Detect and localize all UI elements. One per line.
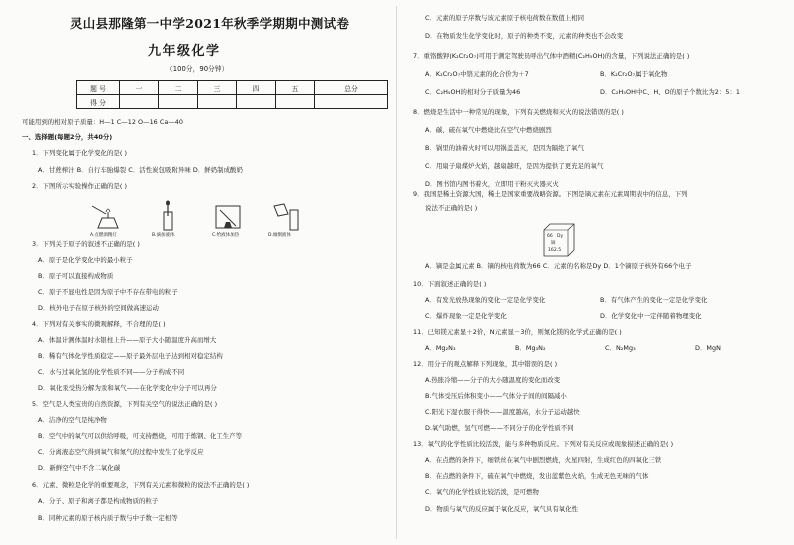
question-12-option-a: A.热胀冷缩——分子的大小随温度的变化而改变 <box>425 376 561 384</box>
question-7-option-a: A．K₂Cr₂O₇中铬元素的化合价为＋7 <box>425 70 529 78</box>
question-5-option-a: A．洁净的空气是纯净物 <box>38 416 107 424</box>
element-symbol: Dy <box>557 234 564 239</box>
score-cell: 三 <box>198 81 237 95</box>
question-7: 7．重铬酸钾(K₂Cr₂O₇)可用于测定驾驶员呼出气体中酒精(C₂H₅OH)的含量，下列说法正确的是( ) <box>413 52 690 60</box>
question-3-option-b: B．原子可以直接构成物质 <box>38 272 114 280</box>
question-4-option-a: A．体温计测体温时水银柱上升——原子大小随温度升高而增大 <box>38 336 217 344</box>
atomic-mass-note: 可能用到的相对原子质量：H—1 C—12 O—16 Ca—40 <box>22 118 184 126</box>
element-name: 镝 <box>551 241 556 246</box>
question-7-option-d: D．C₂H₅OH中C、H、O的原子个数比为2：5：1 <box>600 88 741 96</box>
question-2-figures <box>88 200 318 240</box>
question-3-option-d: D．核外电子在原子核外的空间做高速运动 <box>38 304 159 312</box>
dysprosium-element-card <box>538 222 576 258</box>
question-7-option-c: C．C₂H₅OH的相对分子质量为46 <box>425 88 521 96</box>
question-8-option-b: B．锅里的油着火时可以用锅盖盖灭，是因为隔绝了氧气 <box>425 144 585 152</box>
question-7-option-b: B．K₂Cr₂O₇属于氧化物 <box>600 70 668 78</box>
question-8-option-d: D．图书馆内图书着火，立即用干粉灭火器灭火 <box>425 180 559 188</box>
score-input-cell <box>159 95 198 109</box>
score-input-cell <box>276 95 315 109</box>
question-6-option-a: A．分子、原子和离子都是构成物质的粒子 <box>38 497 159 505</box>
question-13: 13．氧气的化学性质比较活泼，能与多种物质反应。下列对有关反应或现象描述正确的是( ) <box>413 440 674 448</box>
score-input-cell <box>198 95 237 109</box>
question-4-option-b: B．稀有气体化学性质稳定——原子最外层电子达到相对稳定结构 <box>38 352 223 360</box>
question-13-option-c: C．氧气的化学性质比较活泼，是可燃物 <box>425 488 540 496</box>
question-4-option-d: D．氧化汞受热分解为汞和氧气——在化学变化中分子可以再分 <box>38 384 217 392</box>
question-13-option-b: B．在点燃的条件下，硫在氧气中燃烧，发出蓝紫色火焰，生成无色无味的气体 <box>425 472 649 480</box>
question-10-option-c: C．爆炸现象一定是化学变化 <box>425 312 507 320</box>
heating-liquid-figure <box>208 200 248 240</box>
score-cell: 一 <box>120 81 159 95</box>
dropper-figure <box>148 200 188 240</box>
question-12-option-c: C.阳光下湿衣服干得快——温度越高，水分子运动越快 <box>425 408 580 416</box>
score-cell: 题 号 <box>77 81 120 95</box>
subject-title: 九年级化学 <box>148 44 221 59</box>
question-1-options: A．甘蔗榨汁 B．自行车胎爆裂 C．活性炭包吸附异味 D．鲜奶制成酸奶 <box>38 166 243 174</box>
question-11: 11．已知镁元素显＋2价，N元素显－3价，则氮化镁的化学式正确的是( ) <box>413 328 622 336</box>
question-9: 9．我国是稀土资源大国，稀土是国家重要战略资源。下图是镝元素在元素周期表中的信息，下列 <box>413 190 688 198</box>
question-11-option-c: C．N₂Mg₃ <box>605 344 636 352</box>
question-10-option-d: D．化学变化中一定伴随着物理变化 <box>600 312 702 320</box>
score-cell: 四 <box>237 81 276 95</box>
question-9-continued: 说法不正确的是( ) <box>425 204 478 212</box>
score-table-score-row <box>77 95 388 109</box>
column-divider <box>396 6 397 539</box>
question-12-option-d: D.氧气助燃，氢气可燃——不同分子的化学性质不同 <box>425 424 574 432</box>
score-cell: 二 <box>159 81 198 95</box>
element-number: 66 <box>547 234 553 239</box>
score-cell: 五 <box>276 81 315 95</box>
question-3-option-a: A．原子是化学变化中的最小粒子 <box>38 256 133 264</box>
question-6-option-d: D．在物质发生化学变化时，原子的种类不变，元素的种类也不会改变 <box>425 32 624 40</box>
score-table <box>76 80 388 109</box>
figure-label: A.点燃酒精灯 <box>90 233 117 238</box>
question-11-option-a: A．Mg₂N₃ <box>425 344 456 352</box>
score-table-header-row <box>77 81 388 95</box>
question-5-option-d: D．新鲜空气中不含二氧化碳 <box>38 464 121 472</box>
score-input-cell <box>120 95 159 109</box>
question-12: 12．用分子的观点解释下列现象，其中错误的是( ) <box>413 360 558 368</box>
figure-label: C.给液体加热 <box>212 233 240 238</box>
question-12-option-b: B.气体受压后体积变小——气体分子间的间隔减小 <box>425 392 567 400</box>
question-2: 2．下图所示实验操作正确的是( ) <box>32 182 128 190</box>
question-10-option-b: B．有气体产生的变化一定是化学变化 <box>600 296 708 304</box>
question-6: 6．元素、微粒是化学的重要观念，下列有关元素和微粒的说法不正确的是( ) <box>32 481 250 489</box>
section-heading: 一、选择题(每题2分，共40分) <box>22 133 113 141</box>
score-cell: 总分 <box>315 81 388 95</box>
figure-label: D.倾倒液体 <box>268 233 291 238</box>
question-5-option-c: C．分离液态空气得到氧气和氮气的过程中发生了化学反应 <box>38 448 204 456</box>
question-6-option-b: B．同种元素的原子核内质子数与中子数一定相等 <box>38 514 178 522</box>
question-8: 8．燃烧是生活中一种常见的现象，下列有关燃烧和灭火的说法错误的是( ) <box>413 108 624 116</box>
question-13-option-d: D．物质与氧气的反应属于氧化反应，氧气具有氧化性 <box>425 505 579 513</box>
question-13-option-a: A．在点燃的条件下，细铁丝在氧气中剧烈燃烧，火星四射，生成红色的四氧化三铁 <box>425 456 662 464</box>
question-9-options: A．镝是金属元素 B．镝的核电荷数为66 C．元素的名称是Dy D．1个镝原子核外有66个电子 <box>425 262 692 270</box>
question-1: 1．下列变化属于化学变化的是( ) <box>32 149 128 157</box>
question-8-option-c: C．用扇子扇煤炉火焰，越扇越旺，是因为提供了更充足的氧气 <box>425 162 604 170</box>
left-column <box>18 0 390 545</box>
right-column <box>405 0 785 545</box>
question-10: 10．下面叙述正确的是( ) <box>413 280 487 288</box>
question-5: 5．空气是人类宝贵的自然资源，下列有关空气的说法正确的是( ) <box>32 400 218 408</box>
question-3-option-c: C．原子不显电性是因为原子中不存在带电的粒子 <box>38 288 178 296</box>
question-5-option-b: B．空气中的氧气可以供给呼吸，可支持燃烧，可用于炼钢、化工生产等 <box>38 432 243 440</box>
element-mass: 162.5 <box>548 248 562 253</box>
figure-label: B.滴加液体 <box>152 233 175 238</box>
question-8-option-a: A．碳、硫在氧气中燃烧比在空气中燃烧剧烈 <box>425 126 552 134</box>
question-3: 3．下列关于原子的叙述不正确的是( ) <box>32 240 140 248</box>
score-input-cell <box>315 95 388 109</box>
question-4: 4．下列对有关事实的微观解释，不合理的是( ) <box>32 320 166 328</box>
alcohol-lamp-figure <box>88 200 128 240</box>
exam-title: 灵山县那隆第一中学2021年秋季学期期中测试卷 <box>70 16 350 31</box>
question-11-option-d: D．MgN <box>695 344 721 352</box>
exam-meta: （100分，90分钟） <box>166 65 229 73</box>
question-11-option-b: B．Mg₃N₂ <box>515 344 546 352</box>
score-cell: 得 分 <box>77 95 120 109</box>
question-6-option-c: C．元素的原子序数与该元素原子核电荷数在数值上相同 <box>425 14 585 22</box>
question-10-option-a: A．有发光放热现象的变化一定是化学变化 <box>425 296 546 304</box>
score-input-cell <box>237 95 276 109</box>
pouring-liquid-figure <box>268 200 308 240</box>
question-4-option-c: C．水与过氧化氢的化学性质不同——分子构成不同 <box>38 368 185 376</box>
